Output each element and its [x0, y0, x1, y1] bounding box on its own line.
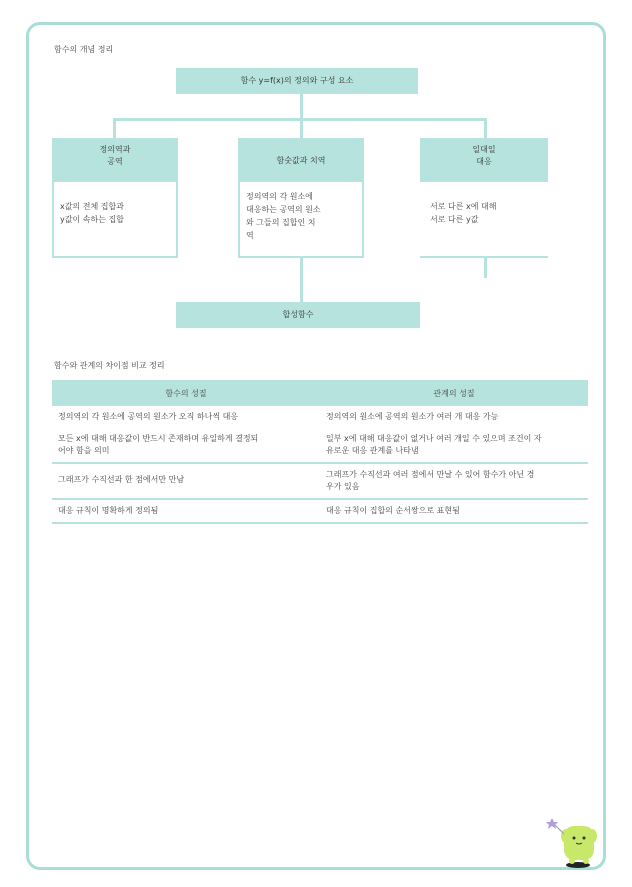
section1-title: 함수의 개념 정리	[54, 45, 114, 54]
box-bijection	[420, 138, 548, 258]
connector-top	[300, 94, 303, 140]
table-cell: 모든 x에 대해 대응값이 반드시 존재하며 유일하게 결정되 어야 함을 의미	[58, 434, 259, 455]
table-header: 함수의 성질	[52, 380, 320, 406]
section2-title: 함수와 관계의 차이점 비교 정리	[54, 361, 165, 370]
top-bar: 함수 y=f(x)의 정의와 구성 요소	[176, 68, 418, 94]
box-domain-title: 정의역과 공역	[54, 140, 176, 182]
table-cell: 정의역의 원소에 공역의 원소가 여러 개 대응 가능	[326, 412, 499, 421]
comparison-table	[52, 380, 588, 524]
connector-right-bottom	[484, 256, 487, 278]
box-range-title: 함숫값과 치역	[240, 140, 362, 182]
table-cell: 대응 규칙이 집합의 순서쌍으로 표현됨	[320, 499, 588, 523]
box-domain-body: x값의 전체 집합과 y값이 속하는 집합	[60, 202, 124, 224]
table-cell: 대응 규칙이 명확하게 정의됨	[52, 499, 320, 523]
connector-left	[113, 118, 116, 140]
connector-right	[484, 118, 487, 140]
table-row	[52, 499, 588, 523]
table-row	[52, 406, 588, 428]
mascot-icon	[544, 812, 604, 870]
table-row	[52, 463, 588, 499]
table-row	[52, 428, 588, 463]
bottom-bar: 합성함수	[176, 302, 420, 328]
table-header: 관계의 성질	[320, 380, 588, 406]
table-cell: 일부 x에 대해 대응값이 없거나 여러 개일 수 있으며 조건이 자 유로운 대응 관계를 나타냄	[326, 434, 542, 455]
table-cell: 그래프가 수직선과 여러 점에서 만날 수 있어 함수가 아닌 경 우가 있음	[320, 463, 588, 499]
box-domain	[52, 138, 178, 258]
box-bijection-body: 서로 다른 x에 대해 서로 다른 y값	[430, 202, 497, 224]
connector-bottom	[300, 256, 303, 302]
table-cell: 그래프가 수직선과 한 점에서만 만남	[52, 463, 320, 499]
box-range	[238, 138, 364, 258]
box-range-body: 정의역의 각 원소에 대응하는 공역의 원소 와 그들의 집합인 치 역	[246, 192, 321, 240]
star-wand-icon	[554, 824, 564, 834]
box-bijection-title: 일대일 대응	[420, 140, 548, 182]
table-cell: 정의역의 각 원소에 공역의 원소가 오직 하나씩 대응	[58, 412, 239, 421]
